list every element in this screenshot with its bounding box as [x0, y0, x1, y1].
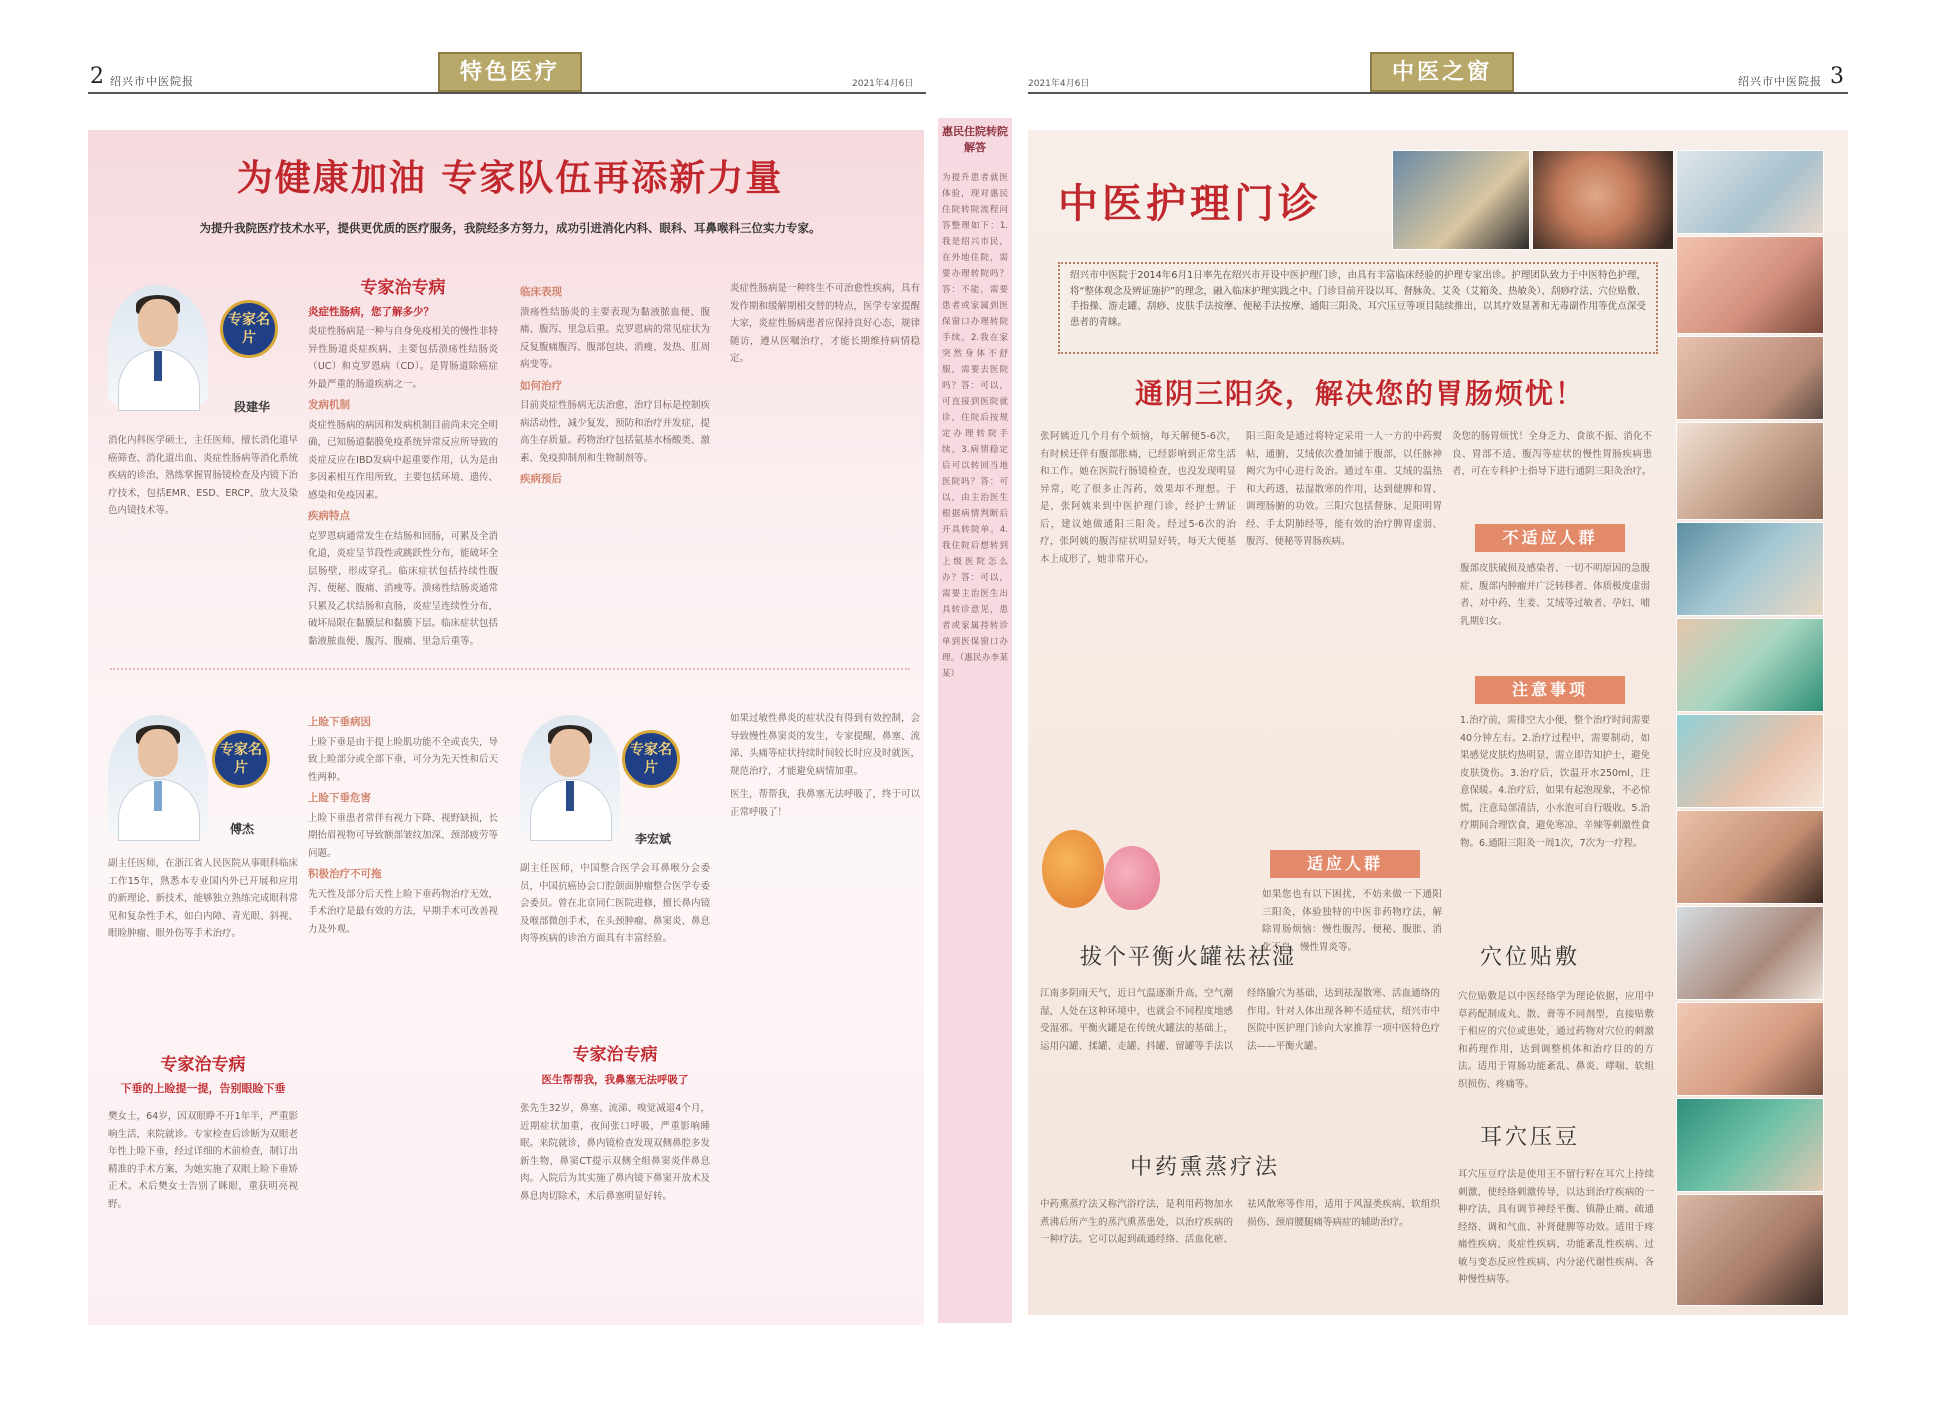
unsuitable-text: 腹部皮肤破损及感染者、一切不明原因的急腹症、腹部内肿瘤并广泛转移者、体质极度虚弱者、对中药、生姜、艾绒等过敏者、孕妇、哺乳期妇女。 [1460, 563, 1651, 627]
ibd-sub-feature: 疾病特点 [308, 510, 350, 522]
right-paper-name: 绍兴市中医院报 [1738, 75, 1822, 88]
ptosis-intro: 樊女士，64岁，因双眼睁不开1年半，严重影响生活，来院就诊。专家检查后诊断为双眼老年性上睑下垂，经过详细的术前检查，制订出精准的手术方案，为她实施了双眼上睑下垂矫正术。术后樊女士告别了眯眼，重获明亮视野。 [108, 1111, 299, 1210]
doctor-fu-bio: 副主任医师，在浙江省人民医院从事眼科临床工作15年，熟悉本专业国内外已开展和应用的新理论、新技术，能够独立熟练完成眼科常见和复杂性手术，如白内障、青光眼、斜视、眼睑肿瘤、眼外伤等手术治疗。 [108, 858, 299, 939]
ptosis-column-subtitle: 下垂的上睑提一提，告别眼睑下垂 [120, 1082, 286, 1095]
photo-acupoint-patch [1676, 618, 1824, 712]
unsuitable-title: 不适应人群 [1475, 524, 1625, 552]
doctor-li-photo [520, 715, 620, 835]
suitable-title: 适应人群 [1270, 850, 1420, 878]
ptosis-sub-cause: 上睑下垂病因 [308, 716, 371, 728]
photo-hand-massage [1676, 1002, 1824, 1096]
doctor-duan-photo [108, 285, 208, 405]
stomach-mascot-right [1104, 846, 1160, 910]
expert-card-badge: 专家名片 [220, 300, 278, 358]
notes-text: 1.治疗前，需排空大小便，整个治疗时间需要40分钟左右。2.治疗过程中，需要制动，如果感觉皮肤灼热明显，需立即告知护士，避免皮肤烫伤。3.治疗后，饮温开水250ml，注意保暖。4.治疗后，如果有起泡现象，不必惊慌，注意局部清洁，小水泡可自行吸收。5.治疗期间合理饮食，避免寒凉、辛辣等刺激性食物。6.通阳三阳灸一周1次，7次为一疗程。 [1460, 715, 1651, 849]
suitable-text: 如果您也有以下困扰，不妨来做一下通阳三阳灸，体验独特的中医非药物疗法，解除胃肠烦恼：慢性腹泻、便秘、腹胀、消化不良、慢性胃炎等。 [1262, 889, 1442, 953]
moxa-col-2: 阳三阳灸是通过将特定采用一人一方的中药熨帖，通腑、艾绒依次叠加铺于腹部，以任脉神阙穴为中心进行灸治。通过车重、艾绒的温热和大药透，祛湿散寒的作用，达到健脾和胃、调理肠腑的功效。三阳穴包括督脉、足阳明胃经、手太阴肺经等，能有效的治疗脾胃虚弱、腹泻、便秘等胃肠疾病。 [1246, 431, 1442, 547]
ptosis-harm-text: 上睑下垂患者常伴有视力下降、视野缺损，长期抬眉视物可导致额部皱纹加深、颈部疲劳等问题。 [308, 812, 499, 859]
nasal-column-subtitle: 医生帮帮我，我鼻塞无法呼吸了 [541, 1074, 689, 1086]
left-paper-name: 绍兴市中医院报 [110, 75, 194, 88]
notes-title: 注意事项 [1475, 676, 1625, 704]
ibd-treatment-text: 目前炎症性肠病无法治愈，治疗目标是控制疾病活动性，减少复发，预防和治疗并发症，提高生存质量。药物治疗包括氨基水杨酸类、激素、免疫抑制剂和生物制剂等。 [520, 400, 711, 464]
doctor-duan-bio: 消化内科医学硕士，主任医师，擅长消化道早癌筛查、消化道出血、炎症性肠病等消化系统疾病的诊治，熟练掌握胃肠镜检查及内镜下治疗技术，包括EMR、ESD、ERCP、放大及染色内镜技术等。 [108, 435, 299, 516]
ptosis-sub-harm: 上睑下垂危害 [308, 792, 371, 804]
left-section-badge: 特色医疗 [438, 52, 582, 92]
doctor-fu-photo [108, 715, 208, 835]
photo-shoulder-scrape [1676, 810, 1824, 904]
patch-title: 穴位贴敷 [1480, 945, 1581, 970]
ibd-column-2 [520, 280, 710, 640]
middle-title: 惠民住院转院解答 [942, 125, 1008, 154]
photo-nurse-consult [1676, 150, 1824, 234]
left-lead: 为提升我院医疗技术水平，提供更优质的医疗服务，我院经多方努力，成功引进消化内科、眼科、耳鼻喉科三位实力专家。 [199, 221, 821, 235]
left-date: 2021年4月6日 [852, 79, 914, 89]
photo-neck-treatment [1676, 1194, 1824, 1306]
ibd-column-1 [308, 278, 499, 647]
doctor-li-name: 李宏斌 [635, 832, 672, 846]
stomach-mascot-left [1042, 830, 1104, 908]
nasal-column-2 [730, 710, 920, 1320]
photo-cupping [1676, 236, 1824, 334]
patch-text: 穴位贴敷是以中医经络学为理论依据，应用中草药配制成丸、散、膏等不同剂型，直接贴敷于相应的穴位或患处，通过药物对穴位的刺激和药理作用，达到调整机体和治疗目的的方法。适用于胃肠功能紊乱、鼻炎、哮喘、软组织损伤、疼痛等。 [1458, 991, 1654, 1090]
ibd-cause-text: 炎症性肠病的病因和发病机制目前尚未完全明确，已知肠道黏膜免疫系统异常反应所导致的炎症反应在IBD发病中起重要作用，认为是由多因素相互作用所致，主要包括环境、遗传、感染和免疫因素。 [308, 419, 499, 501]
ibd-column-3: 炎症性肠病是一种终生不可治愈性疾病，具有发作期和缓解期相交替的特点，医学专家提醒大家，炎症性肠病患者应保持良好心态，规律随访，遵从医嘱治疗，才能长期维持病情稳定。 [730, 283, 921, 364]
photo-abdomen-moxa [1676, 422, 1824, 520]
moxa-headline: 通阴三阳灸，解决您的胃肠烦忧！ [1134, 377, 1585, 410]
ibd-feature-text: 克罗恩病通常发生在结肠和回肠，可累及全消化道，炎症呈节段性或跳跃性分布，能破坏全层肠壁，形成穿孔。临床症状包括持续性腹泻、便秘、腹痛、消瘦等。溃疡性结肠炎通常只累及乙状结肠和直肠，炎症呈连续性分布，破坏局限在黏膜层和黏膜下层。临床症状包括黏液脓血便、腹泻、腹痛、里急后重等。 [308, 530, 499, 647]
photo-back-massage [1676, 336, 1824, 420]
ibd-column-subtitle: 炎症性肠病，您了解多少？ [308, 305, 434, 318]
doctor-fu-name: 傅杰 [230, 822, 255, 836]
ptosis-sub-treat: 积极治疗不可拖 [308, 868, 382, 880]
ptosis-column-title: 专家治专病 [160, 1055, 246, 1075]
nasal-column-title: 专家治专病 [572, 1045, 658, 1065]
ear-text: 耳穴压豆疗法是使用王不留行籽在耳穴上持续刺激，使经络刺激传导，以达到治疗疾病的一种疗法，具有调节神经平衡、镇静止痛、疏通经络、调和气血、补肾健脾等功效。适用于疼痛性疾病、炎症性疾病、功能紊乱性疾病、过敏与变态反应性疾病、内分泌代谢性疾病、各种慢性病等。 [1458, 1169, 1654, 1285]
photo-treatment-room [1676, 906, 1824, 1000]
expert-card-badge-3: 专家名片 [622, 730, 680, 788]
photo-green-towel [1676, 1098, 1824, 1192]
photo-herbal-steam [1676, 522, 1824, 616]
ibd-intro: 炎症性肠病是一种与自身免疫相关的慢性非特异性肠道炎症疾病，主要包括溃疡性结肠炎（UC）和克罗恩病（CD）。是胃肠道除癌症外最严重的肠道疾病之一。 [308, 326, 499, 390]
left-headline: 为健康加油 专家队伍再添新力量 [236, 157, 784, 199]
left-page-number: 2 [90, 64, 104, 89]
left-header-rule [88, 92, 926, 94]
right-page-number: 3 [1830, 64, 1844, 89]
right-headline: 中医护理门诊 [1058, 180, 1322, 227]
ibd-sub-cause: 发病机制 [308, 399, 350, 411]
intro-text: 绍兴市中医院于2014年6月1日率先在绍兴市开设中医护理门诊，由具有丰富临床经验的护理专家出诊。护理团队致力于中医特色护理，将“整体观念及辨证施护”的理念，融入临床护理实践之中。门诊目前开设以耳、督脉灸、艾灸（艾箱灸、热敏灸）、刮痧疗法、穴位贴敷、手指操、游走罐、刮痧、皮肤手法按摩、便秘手法按摩、通阳三阳灸、耳穴压豆等项目陆续推出，以其疗效显著和无毒副作用等优点深受患者的青睐。 [1070, 270, 1646, 328]
nasal-quote: 医生，帮帮我，我鼻塞无法呼吸了，终于可以正常呼吸了！ [730, 789, 921, 818]
ptosis-cause-text: 上睑下垂是由于提上睑肌功能不全或丧失，导致上睑部分或全部下垂，可分为先天性和后天性两种。 [308, 736, 499, 783]
right-header-rule [1028, 92, 1848, 94]
ibd-sub-clinical: 临床表现 [520, 286, 562, 298]
right-section-badge: 中医之窗 [1370, 52, 1514, 92]
ear-title: 耳穴压豆 [1480, 1125, 1581, 1150]
ibd-sub-treatment: 如何治疗 [520, 379, 562, 392]
ibd-column-title: 专家治专病 [360, 278, 446, 298]
cupping-text: 江南多阴雨天气，近日气温逐渐升高，空气潮湿，人处在这种环境中，也就会不同程度地感受湿邪。平衡火罐是在传统火罐法的基础上，运用闪罐、揉罐、走罐、抖罐、留罐等手法以经络腧穴为基础，达到祛湿散寒、活血通络的作用。针对人体出现各种不适症状，绍兴市中医院中医护理门诊向大家推荐一项中医特色疗法——平衡火罐。 [1040, 988, 1440, 1052]
moxa-col-3: 灸您的肠胃烦忧！全身乏力、食欲不振、消化不良、胃部不适、腹泻等症状的慢性胃肠疾病患者，可在专科护士指导下进行通阴三阳灸治疗。 [1452, 431, 1652, 477]
moxa-col-1: 张阿姨近几个月有个烦恼，每天解便5-6次，有时候还伴有腹部胀痛，已经影响到正常生活和工作。她在医院行肠镜检查，也没发现明显异常，吃了很多止泻药，效果却不理想。于是，张阿姨来到中医护理门诊，经护士辨证后，建议她做通阳三阳灸。经过5-6次的治疗，张阿姨的腹泻症状明显好转，每天大便基本上成形了，她非常开心。 [1040, 431, 1236, 565]
doctor-li-bio: 副主任医师，中国整合医学会耳鼻喉分会委员，中国抗癌协会口腔颌面肿瘤整合医学专委会委员。曾在北京同仁医院进修，擅长鼻内镜及喉部微创手术，在头颈肿瘤、鼻窦炎、鼻息肉等疾病的诊治方面具有丰富经验。 [520, 863, 711, 944]
photo-hand-exercise [1676, 714, 1824, 808]
ibd-sub-prognosis: 疾病预后 [520, 473, 562, 485]
photo-ear-acupressure [1532, 150, 1674, 250]
nasal-advice-text: 如果过敏性鼻炎的症状没有得到有效控制，会导致慢性鼻窦炎的发生，专家提醒，鼻塞、流涕、头痛等症状持续时间较长时应及时就医，规范治疗，才能避免病情加重。 [730, 713, 921, 777]
nasal-intro: 张先生32岁，鼻塞、流涕、嗅觉减退4个月，近期症状加重，夜间张口呼吸，严重影响睡眠。来院就诊，鼻内镜检查发现双侧鼻腔多发新生物，鼻窦CT提示双侧全组鼻窦炎伴鼻息肉。入院后为其实施了鼻内镜下鼻窦开放术及鼻息肉切除术，术后鼻塞明显好转。 [520, 1103, 711, 1202]
expert-card-badge-2: 专家名片 [212, 730, 270, 788]
herb-text: 中药熏蒸疗法又称汽浴疗法，是利用药物加水煮沸后所产生的蒸汽熏蒸患处，以治疗疾病的一种疗法。它可以起到疏通经络、活血化瘀、祛风散寒等作用，适用于风湿类疾病、软组织损伤、颈肩腰腿痛等病症的辅助治疗。 [1040, 1199, 1440, 1245]
middle-text: 为提升患者就医体验，现对惠民住院转院流程问答整理如下：1.我是绍兴市民，在外地住院，需要办理转院吗？答：不能，需要患者或家属到医保窗口办理转院手续。2.我在家突然身体不舒服，需要去医院吗？答：可以，可直接到医院就诊，住院后按规定办理转院手续。3.病情稳定后可以转回当地医院吗？答：可以，由主治医生根据病情判断后开具转院单。4.我住院后想转到上级医院怎么办？答：可以，需要主治医生出具转诊意见，患者或家属持转诊单到医保窗口办理。（惠民办李某某） [942, 173, 1008, 679]
herb-title: 中药熏蒸疗法 [1130, 1155, 1281, 1180]
right-date: 2021年4月6日 [1028, 79, 1090, 89]
doctor-duan-name: 段建华 [234, 400, 271, 414]
ibd-clinical-text: 溃疡性结肠炎的主要表现为黏液脓血便、腹痛、腹泻、里急后重。克罗恩病的常见症状为反复腹痛腹泻、腹部包块、消瘦、发热、肛周病变等。 [520, 306, 711, 370]
cupping-title: 拔个平衡火罐祛祛湿 [1080, 945, 1297, 970]
photo-moxa-cones [1392, 150, 1530, 250]
ptosis-column-2 [308, 710, 498, 1320]
left-divider [110, 668, 910, 670]
moxa-col-1-continued [1164, 828, 1238, 918]
ptosis-treat-text: 先天性及部分后天性上睑下垂药物治疗无效，手术治疗是最有效的方法，早期手术可改善视力及外观。 [308, 888, 499, 935]
